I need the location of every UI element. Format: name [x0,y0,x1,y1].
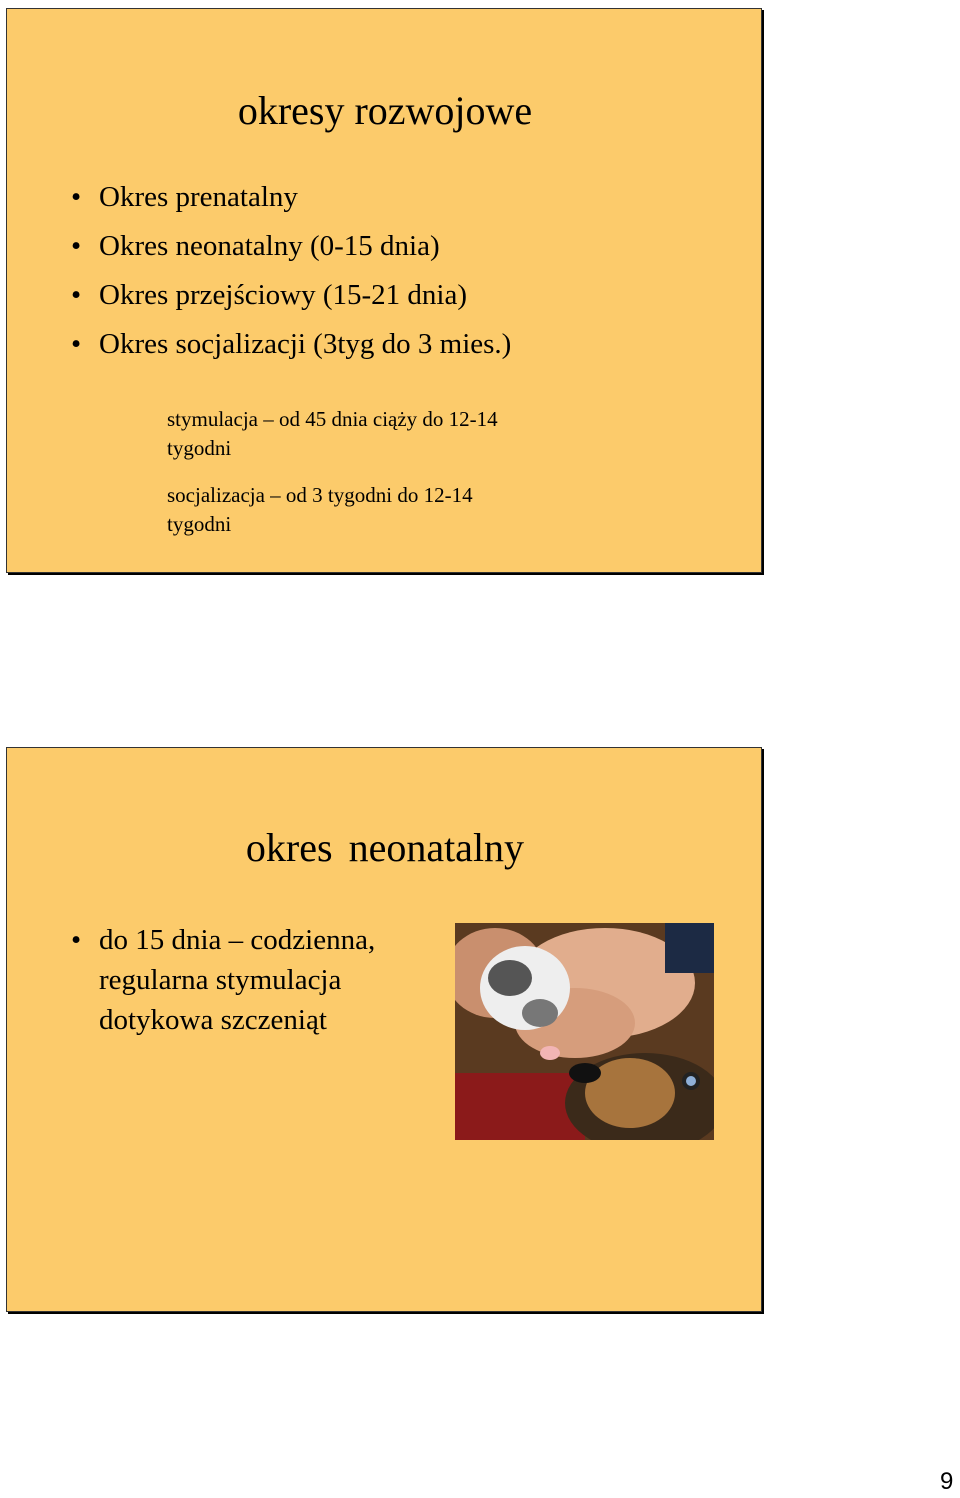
bullet-item: • Okres przejściowy (15-21 dnia) [71,279,468,311]
slide-okres-neonatalny [6,747,762,1312]
slide-title: okresy rozwojowe [237,88,533,133]
bullet-icon: • [71,181,82,213]
slide-title: okres neonatalny [245,825,525,870]
bullet-icon: • [71,924,82,956]
bullet-icon: • [71,328,82,360]
puppy-photo-illustration [455,923,714,1140]
page-number: 9 [940,1468,954,1495]
note-stymulacja: stymulacja – od 45 dnia ciąży do 12-14 tygodni [167,407,498,460]
bullet-list [71,920,401,1040]
slide-okresy-rozwojowe [6,8,762,573]
bullet-icon: • [71,230,82,262]
bullet-item: • Okres prenatalny [71,181,298,213]
bullet-item: • Okres socjalizacji (3tyg do 3 mies.) [71,328,512,360]
bullet-item: • Okres neonatalny (0-15 dnia) [71,230,440,262]
bullet-item: • do 15 dnia – codzienna, regularna stymulacja dotykowa szczeniąt [71,920,401,1040]
bullet-list [71,181,511,377]
bullet-icon: • [71,279,82,311]
note-socjalizacja: socjalizacja – od 3 tygodni do 12-14 tygodni [167,483,473,536]
puppy-photo [455,923,714,1140]
